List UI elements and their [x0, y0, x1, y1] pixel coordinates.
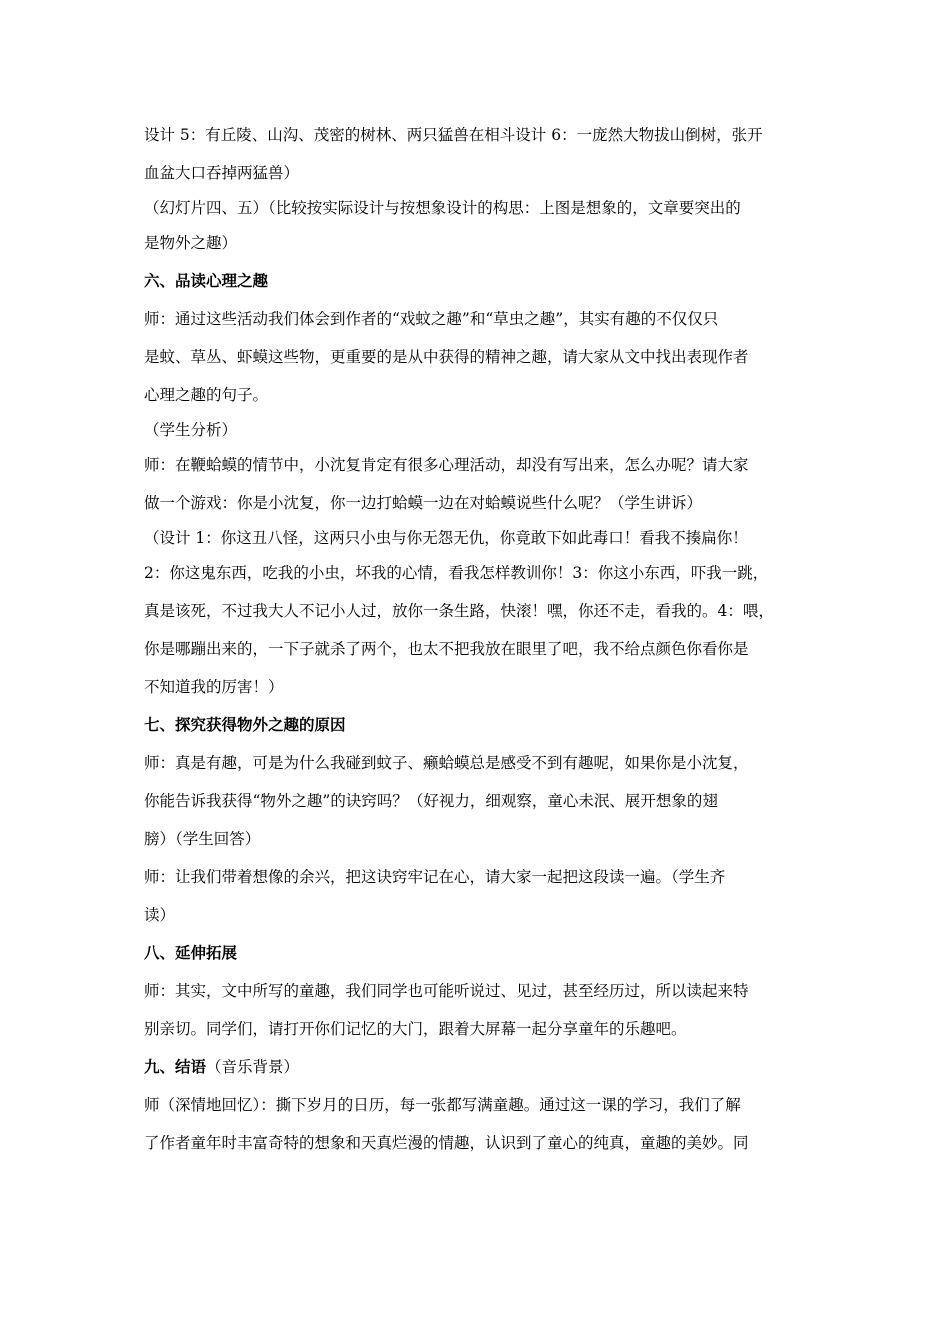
paragraph-line: （幻灯片四、五）（比较按实际设计与按想象设计的构思：上图是想象的，文章要突出的 — [144, 199, 741, 217]
paragraph-line: 你是哪蹦出来的，一下子就杀了两个，也太不把我放在眼里了吧，我不给点颜色你看你是 — [144, 640, 749, 658]
section-heading-9-note: （音乐背景） — [206, 1058, 300, 1076]
paragraph-line: 了作者童年时丰富奇特的想象和天真烂漫的情趣，认识到了童心的纯真，童趣的美妙。同 — [144, 1134, 749, 1152]
paragraph-line: 师：通过这些活动我们体会到作者的“戏蚊之趣”和“草虫之趣”，其实有趣的不仅仅只 — [144, 310, 719, 328]
paragraph-line: 膀）（学生回答） — [144, 830, 261, 848]
paragraph-line: 做一个游戏：你是小沈复，你一边打蛤蟆一边在对蛤蟆说些什么呢？（学生讲诉） — [144, 494, 703, 512]
paragraph-line: 师：在鞭蛤蟆的情节中，小沈复肯定有很多心理活动，却没有写出来，怎么办呢？请大家 — [144, 456, 749, 474]
section-heading-7: 七、探究获得物外之趣的原因 — [144, 715, 346, 734]
paragraph-line: 别亲切。同学们，请打开你们记忆的大门，跟着大屏幕一起分享童年的乐趣吧。 — [144, 1020, 687, 1038]
paragraph-line: 师（深情地回忆）：撕下岁月的日历，每一张都写满童趣。通过这一课的学习，我们了解 — [144, 1096, 741, 1114]
paragraph-line: 是蚊、草丛、虾蟆这些物，更重要的是从中获得的精神之趣，请大家从文中找出表现作者 — [144, 348, 749, 366]
document-body — [144, 116, 814, 1162]
paragraph-line: 师：真是有趣，可是为什么我碰到蚊子、癞蛤蟆总是感受不到有趣呢，如果你是小沈复， — [144, 754, 749, 772]
paragraph-line: 读） — [144, 906, 176, 924]
section-heading-6: 六、品读心理之趣 — [144, 271, 269, 290]
paragraph-line: 心理之趣的句子。 — [144, 386, 269, 404]
paragraph-line: 你能告诉我获得“物外之趣”的诀窍吗？（好视力，细观察，童心未泯、展开想象的翅 — [144, 792, 718, 810]
paragraph-line: 设计 5：有丘陵、山沟、茂密的树林、两只猛兽在相斗设计 6：一庞然大物拔山倒树，张开 — [144, 126, 763, 144]
paragraph-line: 师：其实，文中所写的童趣，我们同学也可能听说过、见过，甚至经历过，所以读起来特 — [144, 982, 749, 1000]
section-heading-9 — [144, 1048, 814, 1086]
section-heading-9-title: 九、结语 — [144, 1057, 207, 1076]
paragraph-line: 师：让我们带着想像的余兴，把这诀窍牢记在心，请大家一起把这段读一遍。（学生齐 — [144, 868, 726, 886]
paragraph-line: 真是该死，不过我大人不记小人过，放你一条生路，快滚！嘿，你还不走，看我的。4：喂， — [144, 602, 774, 620]
paragraph-line: 是物外之趣） — [144, 234, 238, 252]
paragraph-line: （学生分析） — [144, 421, 238, 439]
paragraph-line: （设计 1：你这丑八怪，这两只小虫与你无怨无仇，你竟敢下如此毒口！看我不揍扁你！ — [144, 529, 748, 547]
section-heading-8: 八、延伸拓展 — [144, 943, 238, 962]
paragraph-line: 不知道我的厉害！） — [144, 678, 284, 696]
paragraph-line: 2：你这鬼东西，吃我的小虫，坏我的心情，看我怎样教训你！3：你这小东西，吓我一跳， — [144, 564, 769, 582]
paragraph-line: 血盆大口吞掉两猛兽） — [144, 164, 300, 182]
